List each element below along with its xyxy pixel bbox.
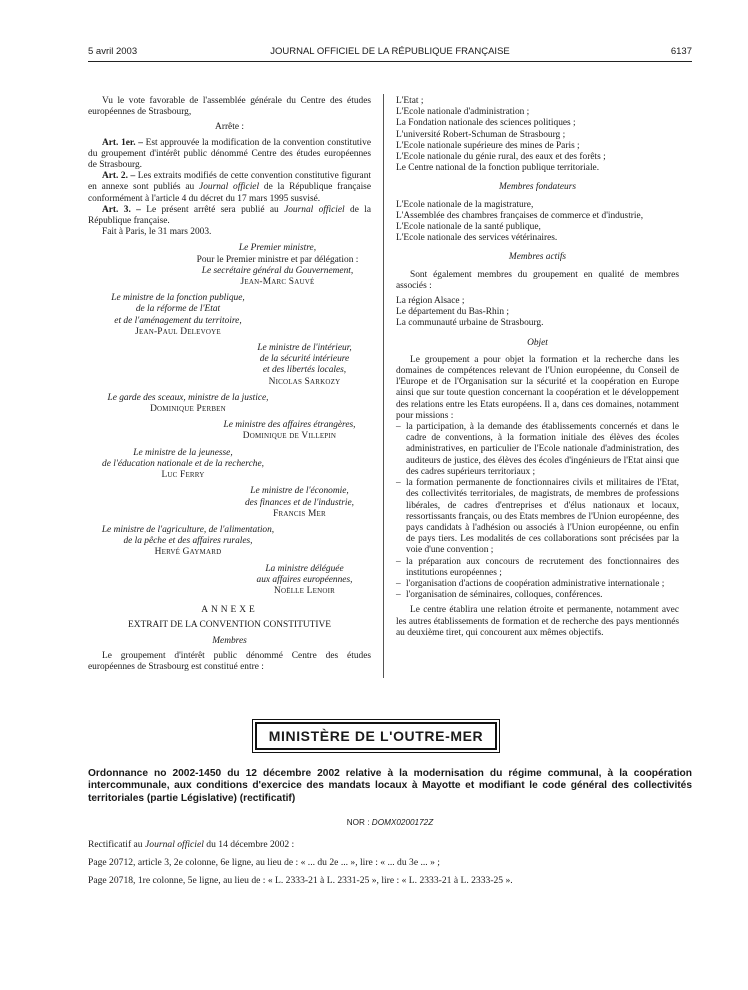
left-column: [88, 96, 371, 673]
signatory-name: Luc Ferry: [161, 470, 205, 481]
signature-title: Le ministre des affaires étrangères,: [223, 420, 356, 431]
fait-a-paris: Fait à Paris, le 31 mars 2003.: [102, 227, 212, 238]
article-3-text-end: de la République française.: [88, 204, 371, 227]
article-1-text: Est approuvée la modification de la convention constitutive du groupement d'intérêt public dénommé Centre des études européennes de Strasbourg.: [88, 137, 371, 171]
actifs-list: [396, 296, 679, 330]
signature-affaires-europeennes: [88, 564, 371, 598]
signature-title: Le ministre de la jeunesse,: [133, 447, 233, 458]
signature-title: de la réforme de l'Etat: [135, 304, 221, 315]
journal-officiel-ref: Journal officiel: [284, 204, 345, 215]
article-2-text-end: de la République française conformément à l'article 4 du décret du 17 mars 1995 susvisé.: [88, 182, 371, 204]
signature-title: Le Premier ministre,: [238, 243, 317, 254]
article-2-text: Les extraits modifiés de cette convention constitutive figurant en annexe sont publiés au: [88, 171, 371, 193]
signatory-name: Hervé Gaymard: [154, 547, 222, 558]
signature-interieur: [88, 343, 371, 388]
list-item: – la formation permanente de fonctionnaires civils et militaires de l'Etat, des collectivités territoriales, de magistrats, de membres de professions libérales, de cadres d'entreprises et d'élus nationaux et locaux, ressortissants français, ou des Etats membres de l'Union européenne, des pays candidats à l'adhésion ou associés à l'Union européenne, ou enfin de pays tiers. Les modalités de ces collaborations sont précisées par la voie d'une convention ;: [396, 478, 679, 556]
signature-education: [88, 448, 278, 482]
list-item: L'Ecole nationale du génie rural, des eaux et des forêts ;: [396, 152, 606, 163]
fondateurs-heading: Membres fondateurs: [499, 182, 576, 193]
rectificatif-section: [88, 836, 692, 890]
signature-title: Le garde des sceaux, ministre de la justice,: [107, 392, 269, 403]
signature-title: et des libertés locales,: [262, 365, 347, 376]
signature-title: Le ministre de l'agriculture, de l'alimentation,: [101, 524, 275, 535]
signature-agriculture: [88, 525, 288, 559]
signatory-name: Dominique Perben: [150, 404, 226, 415]
list-item: L'Ecole nationale supérieure des mines de Paris ;: [396, 140, 580, 151]
actifs-intro: Sont également membres du groupement en qualité de membres associés :: [396, 269, 679, 291]
annexe-heading: ANNEXE: [201, 605, 258, 616]
signature-title: Le secrétaire général du Gouvernement,: [201, 265, 354, 276]
article-1-label: Art. 1er. –: [102, 137, 143, 148]
list-item: La Fondation nationale des sciences politiques ;: [396, 118, 576, 129]
signature-title: Le ministre de la fonction publique,: [111, 293, 245, 304]
signatory-name: Dominique de Villepin: [242, 431, 337, 442]
centre-paragraph: Le centre établira une relation étroite et permanente, notamment avec les autres établissements de formation et de recherche des pays mentionnés au deuxième tiret, qui concourent aux mêmes objectifs.: [396, 605, 679, 638]
issue-date: 5 avril 2003: [88, 46, 138, 57]
signature-premier-ministre: [88, 243, 371, 288]
list-item: – l'organisation de séminaires, colloques, conférences.: [396, 590, 679, 601]
header-rule: [88, 61, 692, 62]
objet-paragraph: Le groupement a pour objet la formation et la recherche dans les domaines de compétences relevant de l'Union européenne, du Conseil de l'Europe et de l'Organisation sur la sécurité et la coopération en Europe ainsi que sur toute question concernant la coopération et le développement des relations entre les Etats européens. Il a, dans ces domaines, notamment pour missions :: [396, 354, 679, 421]
journal-officiel-ref: Journal officiel: [145, 839, 204, 850]
list-item: Le Centre national de la fonction publique territoriale.: [396, 163, 600, 174]
list-item: L'Ecole nationale des services vétérinaires.: [396, 233, 558, 244]
nor-code: DOMX0200172Z: [371, 818, 434, 827]
list-item: – l'organisation d'actions de coopération administrative internationale ;: [396, 579, 679, 590]
actifs-heading: Membres actifs: [508, 252, 567, 263]
journal-officiel-ref: Journal officiel: [199, 182, 260, 193]
signature-title: de l'éducation nationale et de la recherche,: [102, 458, 264, 469]
page-header: [88, 46, 692, 60]
article-3-text: Le présent arrêté sera publié au: [140, 204, 285, 215]
members-list: [396, 96, 679, 174]
rectificatif-text: Rectificatif au: [88, 839, 146, 850]
page-number: 6137: [670, 46, 692, 57]
list-item: L'Ecole nationale de la magistrature,: [396, 199, 534, 210]
signature-justice: [88, 393, 288, 415]
nor-label: NOR :: [346, 818, 372, 827]
article-3-label: Art. 3. –: [102, 204, 141, 215]
ministere-banner: MINISTÈRE DE L'OUTRE-MER: [255, 722, 497, 750]
list-item: L'Etat ;: [396, 96, 424, 106]
list-item: L'université Robert-Schuman de Strasbourg ;: [396, 129, 566, 140]
rectificatif-line: Page 20712, article 3, 2e colonne, 6e ligne, au lieu de : « ... du 2e ... », lire : « ... du 3e ... » ;: [88, 857, 440, 868]
signatory-name: Nicolas Sarkozy: [268, 376, 341, 387]
signature-title: Le ministre de l'économie,: [250, 486, 349, 497]
extrait-heading: EXTRAIT DE LA CONVENTION CONSTITUTIVE: [128, 620, 331, 631]
list-item: L'Ecole nationale d'administration ;: [396, 107, 530, 118]
groupement-paragraph: Le groupement d'intérêt public dénommé Centre des études européennes de Strasbourg est constitué entre :: [88, 650, 371, 672]
signatory-name: Noëlle Lenoir: [274, 585, 335, 596]
list-item: Le département du Bas-Rhin ;: [396, 307, 509, 318]
article-2: [88, 171, 371, 205]
missions-list: [396, 422, 679, 601]
signatory-name: Francis Mer: [273, 508, 326, 519]
intro-paragraph: Vu le vote favorable de l'assemblée générale du Centre des études européennes de Strasbourg,: [88, 96, 371, 118]
rectificatif-text: du 14 décembre 2002 :: [203, 839, 295, 850]
article-1: [88, 138, 371, 172]
rectificatif-line: Page 20718, 1re colonne, 5e ligne, au lieu de : « L. 2333-21 à L. 2331-25 », lire : « L. 2333-21 à L. 2333-25 ».: [88, 875, 513, 886]
signature-title: La ministre déléguée: [265, 563, 344, 574]
signature-economie: [88, 486, 371, 520]
ordonnance-title: Ordonnance no 2002-1450 du 12 décembre 2002 relative à la modernisation du régime communal, à la coopération intercommunale, aux conditions d'exercice des mandats locaux à Mayotte et modifiant le code général des collectivités territoriales (partie Législative) (rectificatif): [88, 768, 692, 804]
list-item: La communauté urbaine de Strasbourg.: [396, 318, 544, 329]
objet-heading: Objet: [527, 337, 548, 348]
signature-fonction-publique: [88, 293, 268, 338]
rectificatif-line: [88, 836, 692, 854]
right-column: [396, 96, 679, 639]
signature-affaires-etrangeres: [88, 420, 371, 442]
membres-heading: Membres: [212, 635, 247, 646]
signature-title: de la sécurité intérieure: [259, 354, 350, 365]
signature-title: Le ministre de l'intérieur,: [257, 343, 352, 354]
fondateurs-list: [396, 200, 679, 245]
signature-title: et de l'aménagement du territoire,: [114, 315, 242, 326]
nor-reference: [88, 818, 692, 827]
list-item: – la participation, à la demande des établissements concernés et dans le cadre de conventions, à la formation initiale des élèves des écoles administratives, en particulier de l'Ecole nationale d'administration, des auditeurs de justice, des élèves des écoles d'ingénieurs de l'Etat ainsi que des cadres supérieurs territoriaux ;: [396, 422, 679, 478]
list-item: – la préparation aux concours de recrutement des fonctionnaires des institutions européennes ;: [396, 557, 679, 579]
list-item: L'Ecole nationale de la santé publique,: [396, 222, 541, 233]
article-2-label: Art. 2. –: [102, 171, 136, 182]
signature-title: aux affaires européennes,: [256, 574, 353, 585]
article-3: [88, 205, 371, 227]
list-item: L'Assemblée des chambres françaises de commerce et d'industrie,: [396, 210, 644, 221]
signatory-name: Jean-Marc Sauvé: [240, 277, 315, 288]
journal-title: JOURNAL OFFICIEL DE LA RÉPUBLIQUE FRANÇAISE: [270, 46, 510, 57]
signature-title: de la pêche et des affaires rurales,: [123, 536, 253, 547]
arrete: Arrête :: [215, 122, 244, 133]
column-divider: [383, 94, 384, 678]
signatory-name: Jean-Paul Delevoye: [135, 326, 221, 337]
signature-title: des finances et de l'industrie,: [244, 497, 355, 508]
signature-title: Pour le Premier ministre et par délégation :: [196, 254, 359, 265]
list-item: La région Alsace ;: [396, 296, 465, 307]
